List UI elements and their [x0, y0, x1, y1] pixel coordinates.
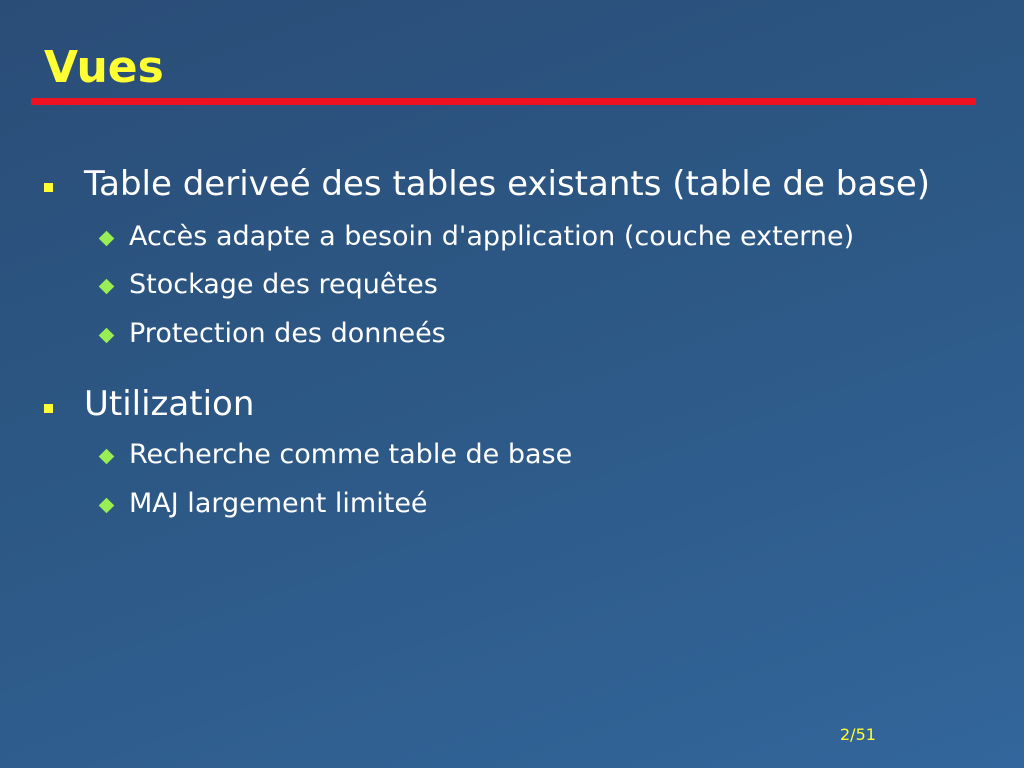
title-underline	[31, 98, 976, 105]
green-diamond-bullet-icon	[99, 498, 115, 514]
yellow-square-bullet-icon	[44, 404, 53, 413]
green-diamond-bullet-icon	[99, 449, 115, 465]
green-diamond-bullet-icon	[99, 231, 115, 247]
bullet-heading-definition: Table deriveé des tables existants (table de base)	[84, 164, 931, 204]
sub-bullet-search: Recherche comme table de base	[129, 439, 573, 470]
page-number: 2/51	[840, 725, 876, 744]
sub-bullet-access: Accès adapte a besoin d'application (couche externe)	[129, 221, 855, 252]
bullet-heading-utilization: Utilization	[84, 384, 255, 424]
yellow-square-bullet-icon	[44, 183, 53, 192]
sub-bullet-update: MAJ largement limiteé	[129, 488, 428, 519]
sub-bullet-storage: Stockage des requêtes	[129, 269, 438, 300]
green-diamond-bullet-icon	[99, 279, 115, 295]
slide-title: Vues	[44, 42, 164, 93]
sub-bullet-protection: Protection des donneés	[129, 318, 446, 349]
green-diamond-bullet-icon	[99, 328, 115, 344]
